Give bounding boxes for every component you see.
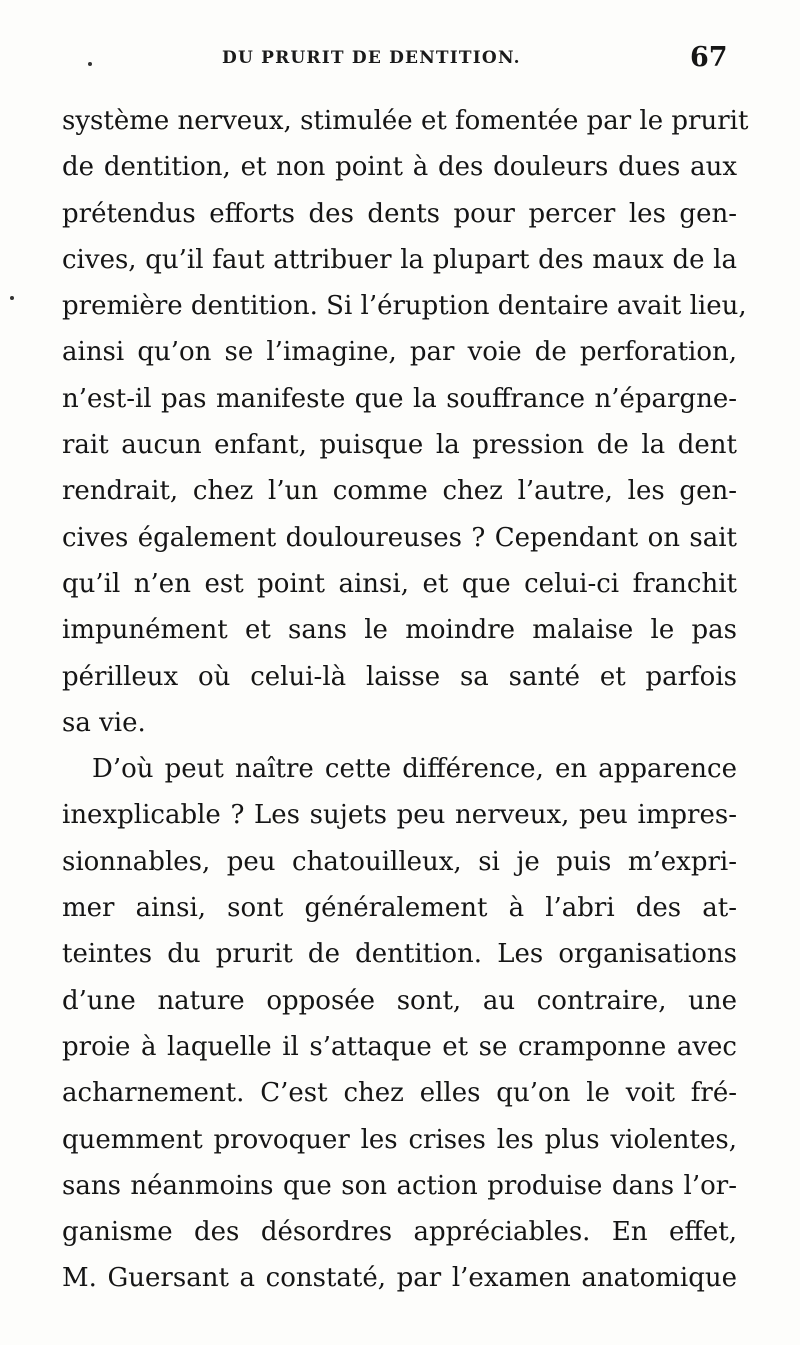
- text-line: sans néanmoins que son action produise dans l’or-: [62, 1170, 737, 1201]
- text-line: de dentition, et non point à des douleurs dues aux: [62, 152, 737, 183]
- text-line: d’une nature opposée sont, au contraire, une: [62, 985, 737, 1016]
- text-line: sionnables, peu chatouilleux, si je puis m’expri-: [62, 846, 737, 877]
- text-line: rait aucun enfant, puisque la pression de la dent: [62, 430, 737, 461]
- page-number: 67: [690, 42, 728, 73]
- print-speck: [10, 296, 14, 300]
- text-line: ainsi qu’on se l’imagine, par voie de perforation,: [62, 337, 737, 368]
- text-line: périlleux où celui-là laisse sa santé et parfois: [62, 661, 737, 692]
- text-line: sa vie.: [62, 707, 146, 738]
- text-line: M. Guersant a constaté, par l’examen anatomique: [62, 1263, 737, 1294]
- text-line: n’est-il pas manifeste que la souffrance n’épargne-: [62, 383, 737, 414]
- text-line: inexplicable ? Les sujets peu nerveux, peu impres-: [62, 800, 737, 831]
- print-speck: [88, 62, 92, 66]
- text-line: mer ainsi, sont généralement à l’abri des at-: [62, 893, 737, 924]
- running-title: DU PRURIT DE DENTITION.: [222, 48, 521, 68]
- text-line: teintes du prurit de dentition. Les organisations: [62, 939, 737, 970]
- page-header: [0, 42, 800, 82]
- text-line: première dentition. Si l’éruption dentaire avait lieu,: [62, 291, 747, 322]
- text-line: impunément et sans le moindre malaise le pas: [62, 615, 737, 646]
- text-line: prétendus efforts des dents pour percer les gen-: [62, 198, 737, 229]
- text-line: cives également douloureuses ? Cependant on sait: [62, 522, 737, 553]
- text-line: ganisme des désordres appréciables. En effet,: [62, 1217, 737, 1248]
- text-line: cives, qu’il faut attribuer la plupart des maux de la: [62, 244, 737, 275]
- text-line: acharnement. C’est chez elles qu’on le voit fré-: [62, 1078, 737, 1109]
- text-line: qu’il n’en est point ainsi, et que celui-ci franchit: [62, 568, 737, 599]
- text-line: proie à laquelle il s’attaque et se cramponne avec: [62, 1031, 737, 1062]
- text-line: rendrait, chez l’un comme chez l’autre, les gen-: [62, 476, 737, 507]
- text-line: quemment provoquer les crises les plus violentes,: [62, 1124, 737, 1155]
- text-line: D’où peut naître cette différence, en apparence: [92, 754, 737, 785]
- text-line: système nerveux, stimulée et fomentée par le prurit: [62, 106, 749, 136]
- body-text: [62, 98, 749, 1302]
